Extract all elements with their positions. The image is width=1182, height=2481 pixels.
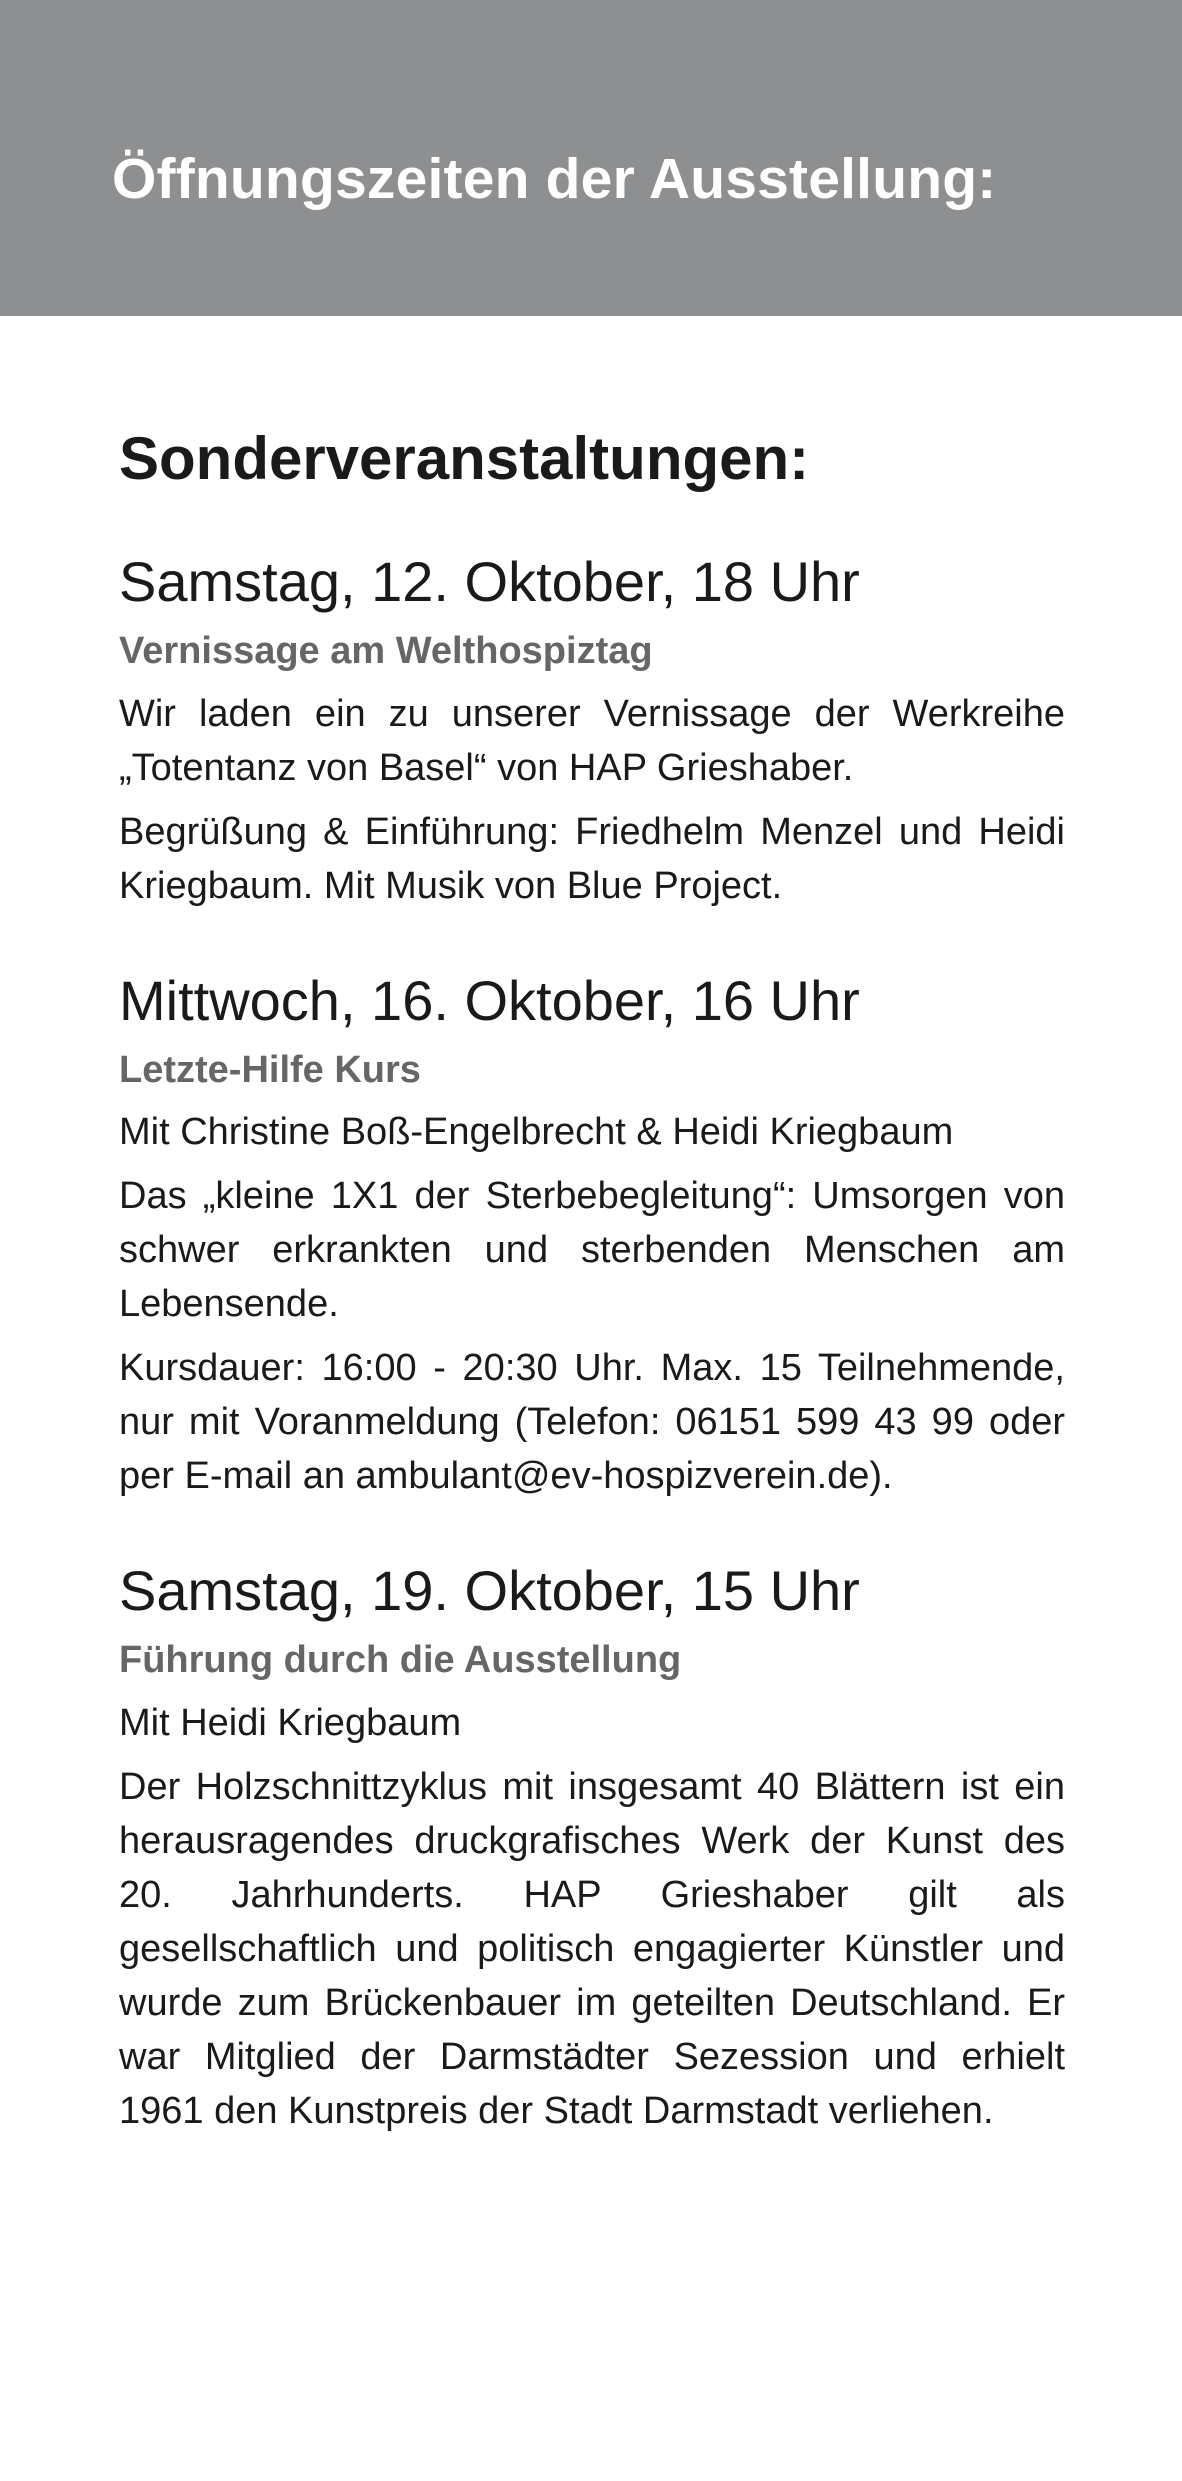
content [119, 426, 1065, 2138]
event-paragraph: Das „kleine 1X1 der Sterbebegleitung“: Umsorgen von schwer erkrankten und sterbenden Menschen am Lebensende. [119, 1175, 1065, 1326]
event-date: Mittwoch, 16. Oktober, 16 Uhr [119, 968, 860, 1032]
event-subtitle: Führung durch die Ausstellung [119, 1639, 682, 1682]
event-date: Samstag, 12. Oktober, 18 Uhr [119, 550, 860, 613]
event-paragraph: Kursdauer: 16:00 - 20:30 Uhr. Max. 15 Teilnehmende, nur mit Voranmeldung (Telefon: 06151 599 43 99 oder per E-mail an ambulant@ev-hospizverein.de). [119, 1347, 1065, 1498]
section-title: Sonderveranstaltungen: [119, 425, 810, 492]
header-title: Öffnungszeiten der Ausstellung: [112, 147, 997, 211]
event-1 [119, 548, 1065, 913]
event-2 [119, 967, 1065, 1504]
event-paragraph: Begrüßung & Einführung: Friedhelm Menzel und Heidi Kriegbaum. Mit Musik von Blue Project. [119, 810, 1065, 907]
header-band [0, 0, 1182, 316]
event-date: Samstag, 19. Oktober, 15 Uhr [119, 1559, 860, 1623]
event-subtitle: Vernissage am Welthospiztag [119, 630, 653, 673]
event-paragraph: Wir laden ein zu unserer Vernissage der Werkreihe „Totentanz von Basel“ von HAP Grieshaber. [119, 692, 1065, 789]
event-3 [119, 1557, 1065, 2138]
event-paragraph: Der Holzschnittzyklus mit insgesamt 40 Blättern ist ein herausragendes druckgrafisches Werk der Kunst des 20. Jahrhunderts. HAP Grieshaber gilt als gesellschaftlich und politisch engagierter Künstler und wurde zum Brückenbauer im geteilten Deutschland. Er war Mitglied der Darmstädter Sezession und erhielt 1961 den Kunstpreis der Stadt Darmstadt verliehen. [119, 1765, 1065, 2132]
event-paragraph: Mit Christine Boß-Engelbrecht & Heidi Kriegbaum [119, 1111, 954, 1154]
event-subtitle: Letzte-Hilfe Kurs [119, 1048, 421, 1091]
event-paragraph: Mit Heidi Kriegbaum [119, 1701, 462, 1744]
